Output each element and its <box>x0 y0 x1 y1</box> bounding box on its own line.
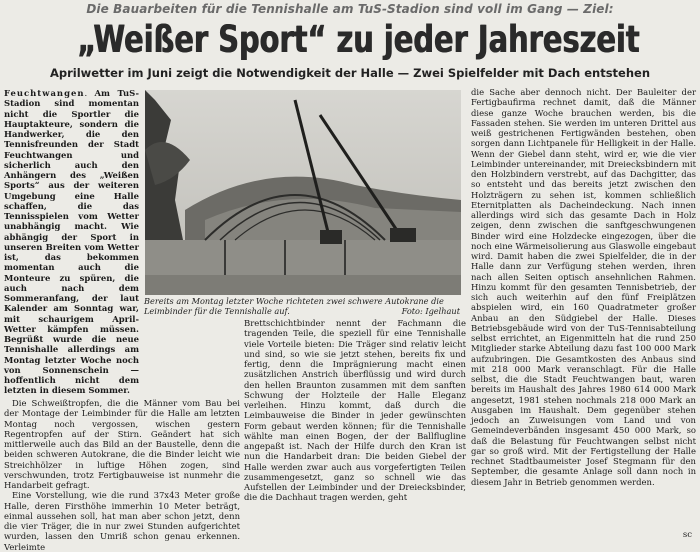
lead-paragraph: Am TuS-Stadion sind momentan nicht die Sportler die Hauptakteure, sondern die Handwerker, die den Tennisfreunden der Stadt Feuchtwangen und sicherlich auch den Anhängern des „Weißen Sports“ aus der weiteren Umgebung eine Halle schaffen, die das Tennisspielen vom Wetter unabhängig macht. Wie abhängig der Sport in unseren Breiten vom Wetter ist, das bekommen momentan auch die Monteure zu spüren, die auch nach dem Sommeranfang, der laut Kalender am Sonntag war, mit schaurigem April-Wetter kämpfen müssen. Begrüßt wurde die neue Tennishalle allerdings am Montag letzter Woche noch von Sonnenschein — hoffentlich nicht dem letzten in diesem Sommer. <box>4 88 139 396</box>
photo-credit: Foto: Igelhaut <box>401 306 460 316</box>
article-column-2 <box>244 318 466 542</box>
paragraph-2: Die Schweißtropfen, die die Männer vom Bau bei der Montage der Leimbinder für die Halle am letzten Montag noch vergossen, wischen gestern Regentropfen auf der Stirn. Geändert hat sich mittlerweile auch das Bild an der Baustelle, denn die beiden schweren Autokrane, die die Binder leicht wie Streichhölzer in luftige Höhen zogen, sind verschwunden, trotz Fertigbauweise ist nunmehr die Handarbeit gefragt. <box>4 398 240 490</box>
article-column-1-lower <box>4 238 139 300</box>
article-column-4 <box>471 87 696 529</box>
photo-illustration <box>145 90 461 295</box>
paragraph-3: Eine Vorstellung, wie die rund 37x43 Meter große Halle, deren Firsthöhe immerhin 10 Meter beträgt, einmal aussehen soll, hat man aber schon jetzt, denn die vier Träger, die in nur zwei Stunden aufgerichtet wurden, lassen den Umriß schon genau erkennen. Verleimte <box>4 490 240 552</box>
construction-photo <box>145 90 461 295</box>
article-column-1: Feuchtwangen. Am TuS-Stadion sind momentan nicht die Sportler die Hauptakteure, sondern die Handwerker, die den Tennisfreunden der Stadt Feuchtwangen und sicherlich auch den Anhängern des „Weißen Sports“ aus der weiteren Umgebung eine Halle schaffen, die das Tennisspielen vom Wetter unabhängig macht. Wie abhängig der Sport in unseren Breiten vom Wetter ist, das bekommen momentan auch die Monteure zu spüren, die auch nach dem Sommeranfang, der laut Kalender am Sonntag war, mit schaurigem April-Wetter kämpfen müssen. Begrüßt wurde die neue Tennishalle allerdings am Montag letzter Woche noch von Sonnenschein — hoffentlich nicht dem letzten in diesem Sommer. <box>4 88 139 396</box>
photo-caption <box>144 296 464 316</box>
subheadline: Aprilwetter im Juni zeigt die Notwendigkeit der Halle — Zwei Spielfelder mit Dach entstehen <box>49 66 651 80</box>
column-4-text: die Sache aber dennoch nicht. Der Bauleiter der Fertigbaufirma rechnet damit, daß die Männer diese ganze Woche brauchen werden, bis die Fassaden stehen. Sie werden im unteren Drittel aus weiß gestrichenen Fertigwänden bestehen, oben sorgen dann Lichtpanele für Helligkeit in der Halle. Wenn der Giebel dann steht, wird er, wie die vier Leimbinder untereinander, mit Dreiecksbindern mit den Holzbindern verstrebt, auf das Dachgitter, das so entsteht und das bereits jetzt zwischen den Holzträgern zu sehen ist, kommen schließlich Eternitplatten als Dacheindeckung. Nach innen allerdings wird sich das gesamte Dach in Holz zeigen, denn zwischen die sanftgeschwungenen Binder wird eine Holzdecke eingezogen, über die noch eine Wärmeisolierung aus Glaswolle eingebaut wird. Damit haben die zwei Spielfelder, die in der Halle dann zur Verfügung stehen werden, ihren nach allen Seiten optisch ansehnlichen Rahmen. Hinzu kommt für den gesamten Tennisbetrieb, der sich auch weiterhin auf den fünf Freiplätzen abspielen wird, ein 160 Quadratmeter großer Anbau an den Südgiebel der Halle. Dieses Betriebsgebäude wird von der TuS-Tennisabteilung selbst errichtet, an Eigenmitteln hat die rund 250 Mitglieder starke Abteilung dazu fast 100 000 Mark aufzubringen. Die Gesamtkosten des Anbaus sind mit 218 000 Mark veranschlagt. Für die Halle selbst, die die Stadt Feuchtwangen baut, waren bereits im Haushalt des Jahres 1980 614 000 Mark angesetzt, 1981 stehen nochmals 218 000 Mark an Ausgaben im Haushalt. Dem gegenüber stehen jedoch an Zuweisungen vom Land und von Gemeindeverbänden insgesamt 450 000 Mark, so daß die Belastung für Feuchtwangen selbst nicht gar so groß wird. Mit der Fertigstellung der Halle rechnet Stadtbaumeister Josef Stegmann für den September, die gesamte Anlage soll dann noch in diesem Jahr in Betrieb genommen werden. <box>471 87 696 487</box>
caption-text: Bereits am Montag letzter Woche richteten zwei schwere Autokrane die Leimbinder für die Tennishalle auf. <box>144 296 444 316</box>
article-column-1-bottom <box>4 398 240 552</box>
headline: „Weißer Sport“ zu jeder Jahreszeit <box>77 18 640 61</box>
column-2-text: Brettschichtbinder nennt der Fachmann die tragenden Teile, die speziell für eine Tennishalle viele Vorteile bieten: Die Träger sind relativ leicht und sind, so wie sie jetzt stehen, bereits fix und fertig, denn die Imprägnierung macht einen zusätzlichen Anstrich überflüssig und wird durch den hellen Braunton zusammen mit dem sanften Schwung der Holzteile der Halle Eleganz verleihen. Hinzu kommt, daß durch die Leimbauweise die Binder in jeder gewünschten Form gebaut werden können; für die Tennishalle wählte man einen Bogen, der der Ballflugline angepaßt ist. Nach der Hilfe durch den Kran ist nun die Handarbeit dran: Die beiden Giebel der Halle werden zwar auch aus vorgefertigten Teilen zusammengesetzt, ganz so schnell wie das Aufstellen der Leimbinder und der Dreiecksbinder, die die Dachhaut tragen werden, geht <box>244 318 466 503</box>
dateline: Feuchtwangen <box>4 88 85 98</box>
kicker-line: Die Bauarbeiten für die Tennishalle am TuS-Stadion sind voll im Gang — Ziel: <box>86 2 614 16</box>
author-signature: sc <box>682 530 692 540</box>
